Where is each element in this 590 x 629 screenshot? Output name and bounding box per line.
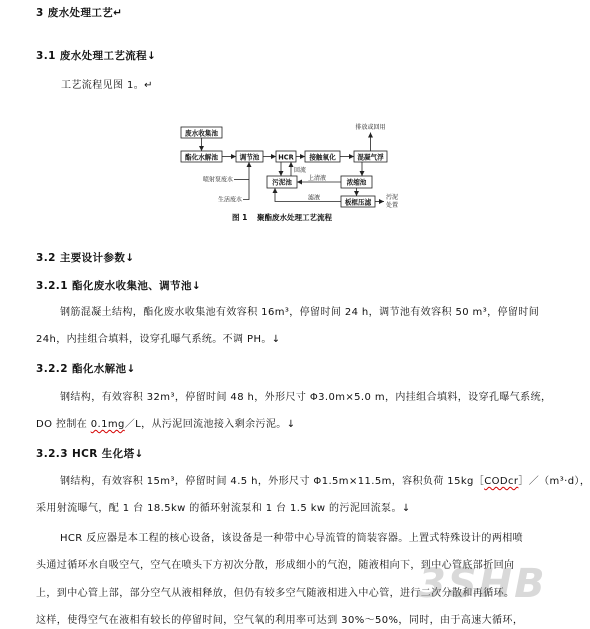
box-label: 板框压滤	[344, 198, 372, 207]
supernatant-label: 上清液	[308, 175, 327, 182]
sludge-disposal-label: 处置	[386, 202, 399, 209]
subsection-heading-3-2-1: 3.2.1 酯化废水收集池、调节池↓	[36, 280, 202, 292]
text-run: 钢结构，有效容积 15m³，停留时间 4.5 h，外形尺寸 Φ1.5m×11.5m，容积负荷 15kg［	[60, 476, 485, 487]
box-label: 酯化水解池	[185, 153, 218, 162]
flow-box-flotation	[354, 151, 387, 162]
box-label: 污泥池	[272, 178, 292, 187]
text-run: ］／（m³·d），	[518, 476, 590, 487]
flow-box-sludge-tank	[267, 176, 297, 188]
subsection-heading-3-1: 3.1 废水处理工艺流程↓	[36, 50, 157, 62]
flow-box-esterification-tank	[181, 151, 222, 162]
paragraph-line: 钢筋混凝土结构，酯化废水收集池有效容积 16m³，停留时间 24 h，调节池有效容积 50 m³，停留时间	[60, 307, 540, 318]
text-run: ／L，从污泥回流池接入剩余污泥。↓	[124, 419, 296, 430]
spellcheck-flagged-word: 0.1mg	[90, 419, 125, 430]
flow-box-thickener	[341, 176, 372, 188]
paragraph-line	[60, 476, 590, 488]
box-label: HCR	[278, 153, 294, 162]
subsection-heading-3-2-2: 3.2.2 酯化水解池↓	[36, 363, 136, 375]
box-label: 接触氧化	[309, 153, 336, 162]
figure-caption-title: 聚酯废水处理工艺流程	[257, 213, 332, 222]
box-label: 混凝气浮	[357, 153, 384, 162]
paragraph-line: HCR 反应器是本工程的核心设备，该设备是一种带中心导流管的筒装容器。上置式特殊设计的两相喷	[60, 533, 524, 544]
paragraph-line: 上，到中心管上部，部分空气从液相释放，但仍有较多空气随液相进入中心管，进行二次分散和再循环。	[36, 588, 515, 599]
reflux-label: 回流	[294, 167, 307, 174]
spellcheck-flagged-word: CODcr	[484, 476, 519, 487]
subsection-heading-3-2-3: 3.2.3 HCR 生化塔↓	[36, 448, 144, 460]
flow-box-collection-tank	[181, 127, 222, 138]
paragraph-line: 采用射流曝气，配 1 台 18.5kw 的循环射流泵和 1 台 1.5 kw 的污泥回流泵。↓	[36, 503, 411, 514]
figure-caption-number: 图 1	[232, 213, 248, 222]
subsection-heading-3-2: 3.2 主要设计参数↓	[36, 252, 135, 264]
flow-box-filter-press	[341, 196, 375, 207]
box-label: 废水收集池	[185, 129, 218, 138]
flow-arrow	[243, 162, 249, 200]
sludge-disposal-label: 污泥	[386, 194, 399, 201]
discharge-label: 排放或回用	[355, 124, 386, 131]
jet-pump-wastewater-label: 喷射泵废水	[203, 176, 234, 184]
box-label: 调节池	[239, 153, 260, 162]
flow-box-hcr	[276, 151, 296, 162]
flow-box-equalization-tank	[236, 151, 263, 162]
paragraph-line	[36, 419, 545, 431]
process-flow-diagram	[172, 120, 412, 225]
paragraph-line: 头通过循环水自吸空气，空气在喷头下方初次分散，形成细小的气泡，随液相向下，到中心管底部折回向	[36, 560, 515, 571]
paragraph-line: 这样，使得空气在液相有较长的停留时间，空气氧的利用率可达到 30%～50%，同时，由于高速大循环，	[36, 615, 524, 626]
paragraph-line: 工艺流程见图 1。↵	[61, 80, 153, 91]
section-heading: 3 废水处理工艺↵	[36, 7, 123, 19]
domestic-wastewater-label: 生活废水	[218, 196, 243, 204]
paragraph-line: 24h，内挂组合填料，设穿孔曝气系统。不调 PH。↓	[36, 334, 281, 345]
flow-box-contact-oxidation	[305, 151, 340, 162]
paragraph-line: 钢结构，有效容积 32m³，停留时间 48 h，外形尺寸 Φ3.0m×5.0 m，内挂组合填料，设穿孔曝气系统，	[60, 392, 552, 403]
text-run: DO 控制在	[36, 419, 91, 430]
filtrate-label: 滤液	[308, 194, 321, 202]
box-label: 浓缩池	[346, 178, 367, 187]
site-watermark: 3SHB	[418, 561, 547, 607]
